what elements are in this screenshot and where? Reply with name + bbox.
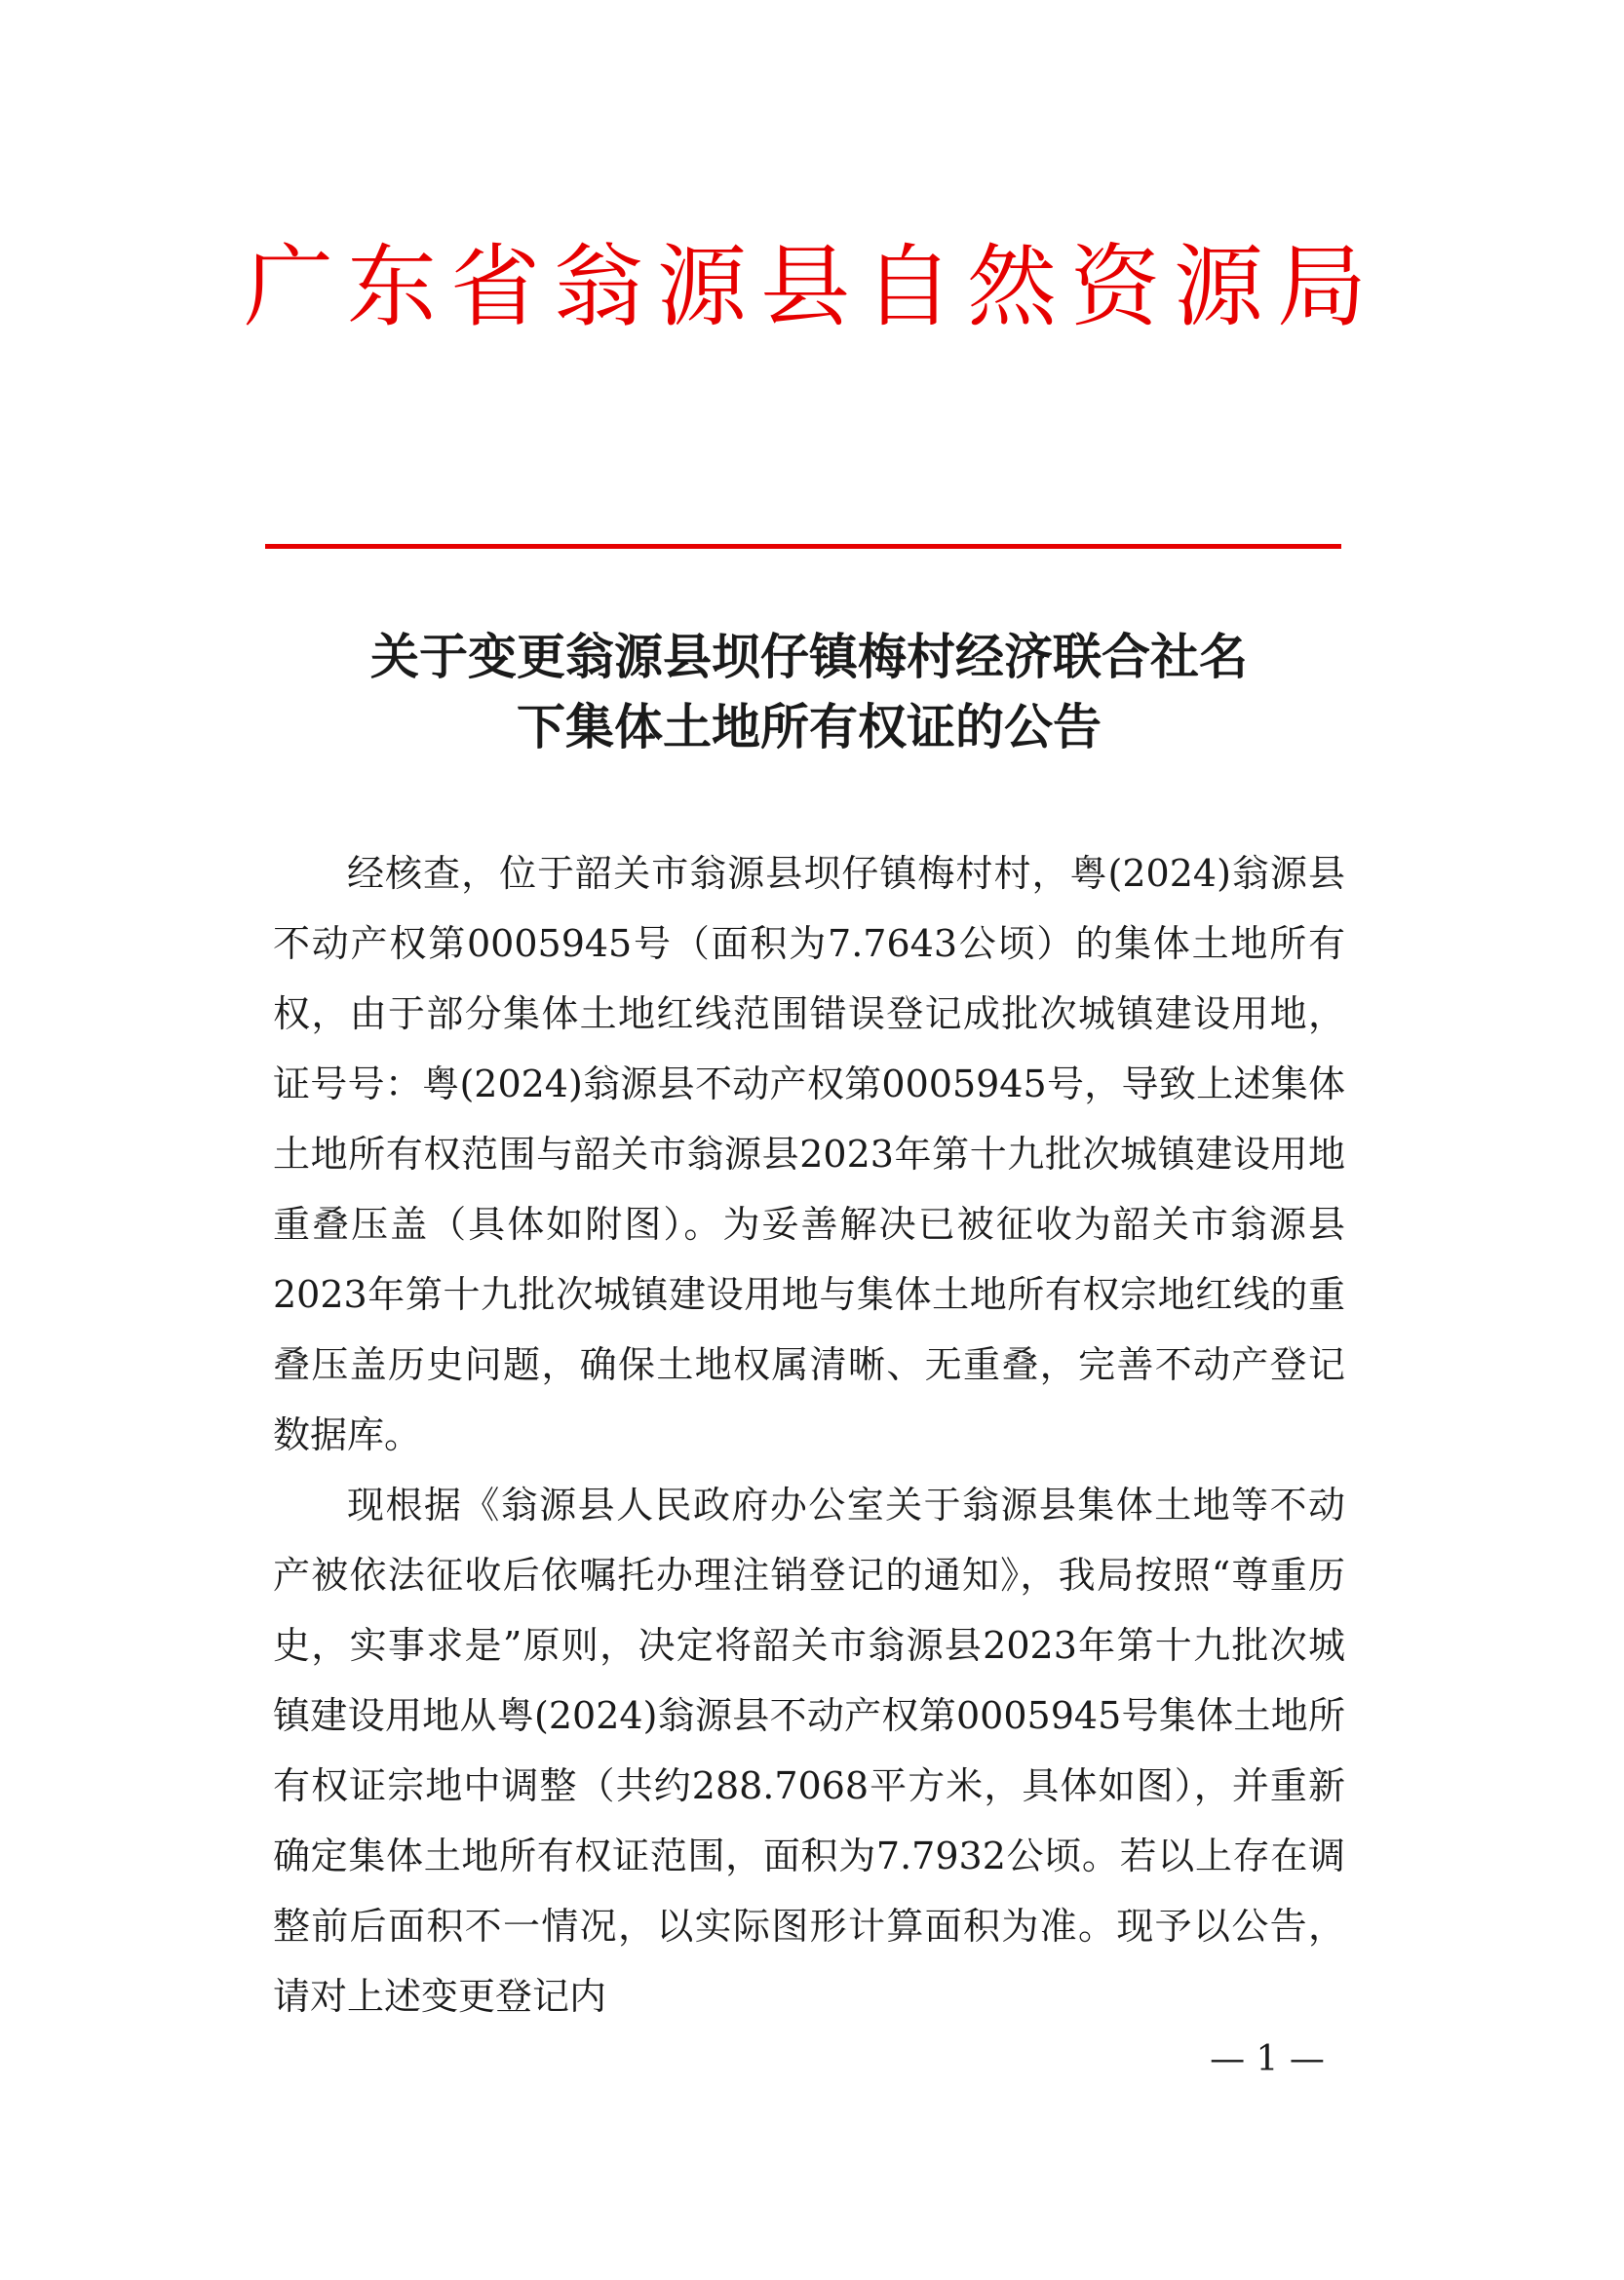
body-paragraph-2: 现根据《翁源县人民政府办公室关于翁源县集体土地等不动产被依法征收后依嘱托办理注销登记的通知》，我局按照“尊重历史，实事求是”原则，决定将韶关市翁源县2023年第十九批次城镇建设用地从粤(2024)翁源县不动产权第0005945号集体土地所有权证宗地中调整（共约288.7068平方米，具体如图），并重新确定集体土地所有权证范围，面积为7.7932公顷。若以上存在调整前后面积不一情况，以实际图形计算面积为准。现予以公告，请对上述变更登记内	[273, 1484, 1345, 2018]
document-title-line-1: 关于变更翁源县坝仔镇梅村经济联合社名	[370, 629, 1248, 685]
document-title	[253, 622, 1365, 762]
body-paragraph-1: 经核查，位于韶关市翁源县坝仔镇梅村村，粤(2024)翁源县不动产权第0005945号（面积为7.7643公顷）的集体土地所有权，由于部分集体土地红线范围错误登记成批次城镇建设用地，证号号：粤(2024)翁源县不动产权第0005945号，导致上述集体土地所有权范围与韶关市翁源县2023年第十九批次城镇建设用地重叠压盖（具体如附图）。为妥善解决已被征收为韶关市翁源县2023年第十九批次城镇建设用地与集体土地所有权宗地红线的重叠压盖历史问题，确保土地权属清晰、无重叠，完善不动产登记数据库。	[273, 852, 1345, 1456]
document-body	[273, 838, 1345, 2031]
page-number: — 1 —	[1210, 2039, 1325, 2079]
letterhead-red-rule	[265, 544, 1341, 549]
document-title-line-2: 下集体土地所有权证的公告	[517, 699, 1102, 755]
letterhead-org-name: 广东省翁源县自然资源局	[244, 235, 1381, 339]
